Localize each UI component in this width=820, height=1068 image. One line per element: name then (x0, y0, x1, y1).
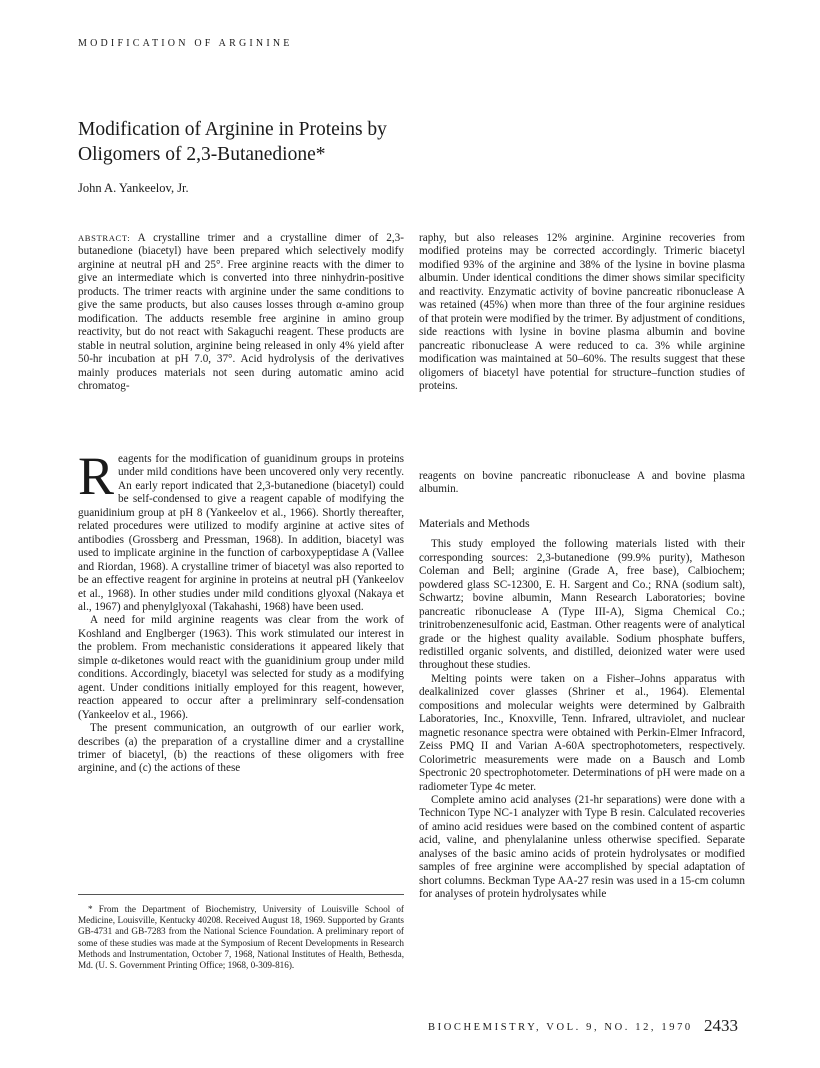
abstract-right-column (419, 232, 745, 393)
intro-paragraph-continued: reagents on bovine pancreatic ribonuclease A and bovine plasma albumin. (419, 470, 745, 496)
intro-paragraph-2: A need for mild arginine reagents was clear from the work of Koshland and Englberger (1963). This work stimulated our interest in the problem. From mechanistic considerations it appeared likely that simple α-diketones would react with the guanidinium group under mild conditions. Accordingly, biacetyl was selected for study as a modifying agent. Under conditions initially employed for this reagent, however, reaction appeared to occur after a preliminrary self-condensation (Yankeelov et al., 1966). (78, 614, 404, 721)
section-heading-methods: Materials and Methods (419, 515, 530, 530)
methods-paragraph-3: Complete amino acid analyses (21-hr separations) were done with a Technicon Type NC-1 analyzer with Type B resin. Calculated recoveries of amino acid residues were based on the combined content of aspartic acid, valine, and phenylalanine unless otherwise specified. Separate analyses of the basic amino acids of protein hydrolysates or modified samples of free arginine were accomplished by special adaptation of short columns. Beckman Type AA-27 resin was used in a 15-cm column for analyses of protein hydrolysates while (419, 793, 745, 901)
author: John A. Yankeelov, Jr. (78, 181, 189, 195)
footer-journal: BIOCHEMISTRY, VOL. 9, NO. 12, 1970 (428, 1022, 693, 1033)
title-line-1: Modification of Arginine in Proteins by (78, 119, 387, 140)
page-number: 2433 (704, 1016, 738, 1035)
drop-cap: R (78, 446, 115, 506)
body-left-column (78, 446, 404, 776)
footnote-divider (78, 894, 404, 895)
running-head: MODIFICATION OF ARGININE (78, 38, 293, 49)
abstract-text-right: raphy, but also releases 12% arginine. Arginine recoveries from modified proteins may be corrected accordingly. Trimeric biacetyl modified 93% of the arginine and 38% of the lysine in bovine plasma albumin. Under identical conditions the dimer shows similar specificity and reactivity. Enzymatic activity of bovine pancreatic ribonuclease A was retained (45%) when more than three of the four arginine residues of that protein were modified by the trimer. By adjustment of conditions, side reactions with lysine in bovine plasma albumin and bovine pancreatic ribonuclease A were reduced to ca. 3% while arginine modification was maintained at 50–60%. The results suggest that these oligomers of biacetyl have potential for structure–function studies of proteins. (419, 232, 745, 392)
methods-paragraph-2: Melting points were taken on a Fisher–Johns apparatus with dealkalinized cover glasses (Shriner et al., 1964). Elemental compositions and molecular weights were determined by Galbraith Laboratories, Inc., Knoxville, Tenn. Infrared, ultraviolet, and nuclear magnetic resonance spectra were obtained with Perkin-Elmer Infracord, Zeiss PMQ II and Varian A-60A spectrophotometers, respectively. Colorimetric measurements were made on a Bausch and Lomb Spectronic 20 spectrophotometer. Determinations of pH were made on a radiometer Type 4c meter. (419, 672, 745, 793)
abstract-left-column (78, 232, 404, 393)
intro-paragraph-1: eagents for the modification of guanidinum groups in proteins under mild conditions have been uncovered only very recently. An early report indicated that 2,3-butanedione (biacetyl) could be self-condensed to give a reagent capable of modifying the guanidinium group at pH 8 (Yankeelov et al., 1966). Shortly thereafter, related procedures were utilized to modify arginine at active sites of antibodies (Grossberg and Pressman, 1968). In addition, biacetyl was used to implicate arginine in the function of carboxypeptidase A (Vallee and Riordan, 1968). A crystalline trimer of biacetyl was also reported to be an effective reagent for arginine in proteins at neutral pH (Yankeelov et al., 1968). In other studies under mild conditions glyoxal (Nakaya et al., 1967) and phenylglyoxal (Takahashi, 1968) have been used. (78, 453, 404, 613)
abstract-label: ABSTRACT: (78, 233, 131, 243)
footnote-text: * From the Department of Biochemistry, University of Louisville School of Medicine, Louisville, Kentucky 40208. Received August 18, 1969. Supported by Grants GB-4731 and GB-7283 from the National Science Foundation. A preliminary report of some of these studies was made at the Symposium of Recent Developments in Research Methods and Instrumentation, October 7, 1968, National Institutes of Health, Bethesda, Md. (U. S. Government Printing Office; 1968, 0-309-816). (78, 904, 404, 971)
body-right-column (419, 470, 745, 902)
intro-paragraph-3: The present communication, an outgrowth of our earlier work, describes (a) the preparation of a crystalline dimer and a crystalline trimer of biacetyl, (b) the reactions of these oligomers with free arginine, and (c) the actions of these (78, 722, 404, 775)
methods-paragraph-1: This study employed the following materials listed with their corresponding sources: 2,3-butanedione (99.9% purity), Matheson Coleman and Bell; arginine (Grade A, free base), Calbiochem; powdered glass SC-12300, E. H. Sargent and Co.; RNA (sodium salt), Schwartz; bovine albumin, Mann Research Laboratories; bovine pancreatic ribonuclease A (Type III-A), Sigma Chemical Co.; trinitrobenzenesulfonic acid, Eastman. Other reagents were of analytical grade or the highest quality available. Sodium phosphate buffers, redistilled organic solvents, and distilled, deionized water were used throughout these studies. (419, 538, 745, 672)
article-title (78, 117, 498, 167)
title-line-2: Oligomers of 2,3-Butanedione* (78, 144, 326, 165)
footnote (78, 904, 404, 971)
abstract-text-left: A crystalline trimer and a crystalline dimer of 2,3-butanedione (biacetyl) have been prepared which selectively modify arginine at neutral pH and 25°. Free arginine reacts with the dimer to give an intermediate which is converted into three ninhydrin-positive products. The trimer reacts with arginine under the same conditions to give the same products, but also causes losses through α-amino group modification. The adducts resemble free arginine in amino group reactivity, but do not react with Sakaguchi reagent. These products are stable in neutral solution, arginine being released in only 4% yield after 50-hr incubation at pH 7.0, 37°. Acid hydrolysis of the derivatives mainly produces materials not seen during automatic amino acid chromatog- (78, 232, 404, 392)
